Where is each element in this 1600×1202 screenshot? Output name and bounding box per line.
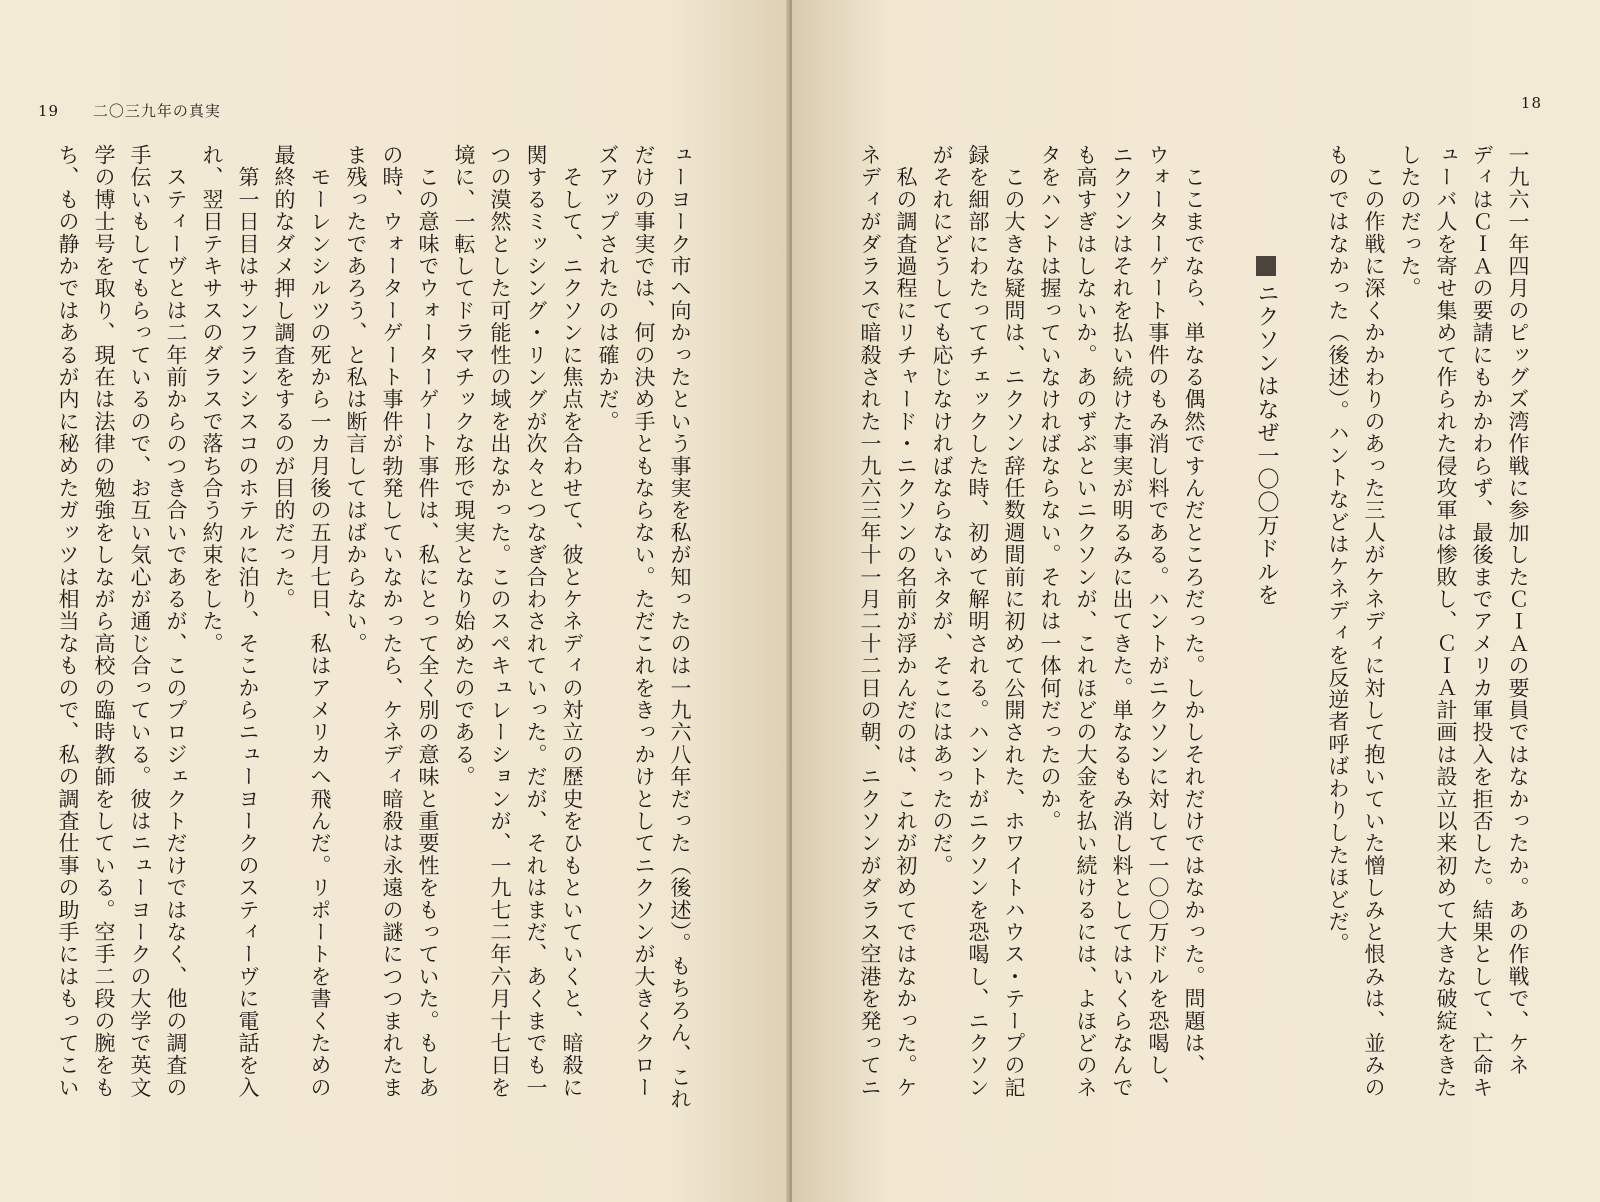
body-line: ューヨーク市へ向かったという事実を私が知ったのは一九六八年だった（後述）。もちろん、これ xyxy=(668,144,692,1111)
body-line: タをハントは握っていなければならない。それは一体何だったのか。 xyxy=(1038,144,1062,833)
body-line: ま残ったであろう、と私は断言してはばからない。 xyxy=(344,144,368,655)
running-title: 二〇三九年の真実 xyxy=(92,102,221,120)
body-line: 関するミッシング・リングが次々とつなぎ合わされていった。だが、それはまだ、あくまでも一 xyxy=(524,144,548,1099)
body-line: ものではなかった（後述）。ハントなどはケネディを反逆者呼ばわりしたほどだ。 xyxy=(1326,144,1350,955)
body-line: れ、翌日テキサスのダラスで落ち合う約束をした。 xyxy=(200,144,224,655)
body-line: ウォーターゲート事件のもみ消し料である。ハントがニクソンに対して一〇〇万ドルを恐喝し、 xyxy=(1146,144,1170,1099)
body-line: この作戦に深くかかわりのあった三人がケネディに対して抱いていた憎しみと恨みは、並みの xyxy=(1362,144,1386,1099)
body-line: も高すぎはしないか。あのずぶといニクソンが、これほどの大金を払い続けるには、よほどのネ xyxy=(1074,144,1098,1099)
right-page-body xyxy=(852,144,1536,1174)
left-page-body xyxy=(50,144,698,1174)
left-page xyxy=(0,0,790,1202)
square-bullet-icon xyxy=(1256,256,1276,276)
body-line: 境に、一転してドラマチックな形で現実となり始めたのである。 xyxy=(452,144,476,788)
body-line: スティーヴとは二年前からのつき合いであるが、このプロジェクトだけではなく、他の調査の xyxy=(164,144,188,1099)
body-line: がそれにどうしても応じなければならないネタが、そこにはあったのだ。 xyxy=(930,144,954,877)
page-number-right: 18 xyxy=(1520,94,1542,112)
body-line: この大きな疑問は、ニクソン辞任数週間前に初めて公開された、ホワイトハウス・テープの記 xyxy=(1002,144,1026,1099)
body-line: 一九六一年四月のピッグズ湾作戦に参加したＣＩＡの要員ではなかったか。あの作戦で、ケネ xyxy=(1506,144,1530,1077)
body-line: この意味でウォーターゲート事件は、私にとって全く別の意味と重要性をもっていた。もしあ xyxy=(416,144,440,1099)
body-line: ここまでなら、単なる偶然ですんだところだった。しかしそれだけではなかった。問題は、 xyxy=(1182,144,1206,1077)
heading-spacer xyxy=(1284,144,1320,1174)
body-line: 最終的なダメ押し調査をするのが目的だった。 xyxy=(272,144,296,611)
left-page-header xyxy=(38,102,221,120)
body-line: 手伝いもしてもらっているので、お互い気心が通じ合っている。彼はニューヨークの大学で英文 xyxy=(128,144,152,1099)
body-line: そして、ニクソンに焦点を合わせて、彼とケネディの対立の歴史をひもといていくと、暗殺に xyxy=(560,144,584,1099)
body-line: の時、ウォーターゲート事件が勃発していなかったら、ケネディ暗殺は永遠の謎につつまれたま xyxy=(380,144,404,1099)
body-line: 録を細部にわたってチェックした時、初めて解明される。ハントがニクソンを恐喝し、ニクソン xyxy=(966,144,990,1099)
body-line: ニクソンはそれを払い続けた事実が明るみに出てきた。単なるもみ消し料としてはいくらなんで xyxy=(1110,144,1134,1099)
body-line: ズアップされたのは確かだ。 xyxy=(596,144,620,433)
heading-spacer xyxy=(1212,144,1248,1174)
body-line: したのだった。 xyxy=(1398,144,1422,300)
body-line: 学の博士号を取り、現在は法律の勉強をしながら高校の臨時教師をしている。空手二段の腕をも xyxy=(92,144,116,1099)
body-line: つの漠然とした可能性の域を出なかった。このスペキュレーションが、一九七二年六月十七日を xyxy=(488,144,512,1099)
body-line: ち、もの静かではあるが内に秘めたガッツは相当なもので、私の調査仕事の助手にはもってこい xyxy=(56,144,80,1099)
page-number-left: 19 xyxy=(38,102,60,120)
body-line: 第一日目はサンフランシスコのホテルに泊り、そこからニューヨークのスティーヴに電話を入 xyxy=(236,144,260,1099)
right-page xyxy=(792,0,1600,1202)
section-heading xyxy=(1248,144,1284,1174)
body-line: ューバ人を寄せ集めて作られた侵攻軍は惨敗し、ＣＩＡ計画は設立以来初めて大きな破綻をきた xyxy=(1434,144,1458,1099)
body-line: だけの事実では、何の決め手ともならない。ただこれをきっかけとしてニクソンが大きくクロー xyxy=(632,144,656,1099)
body-line: ディはＣＩＡの要請にもかかわらず、最後までアメリカ軍投入を拒否した。結果として、亡命キ xyxy=(1470,144,1494,1099)
body-line: 私の調査過程にリチャード・ニクソンの名前が浮かんだのは、これが初めてではなかった。ケ xyxy=(894,144,918,1099)
body-line: ネディがダラスで暗殺された一九六三年十一月二十二日の朝、ニクソンがダラス空港を発ってニ xyxy=(858,144,882,1099)
body-line: モーレンシルツの死から一カ月後の五月七日、私はアメリカへ飛んだ。リポートを書くための xyxy=(308,144,332,1099)
right-page-header xyxy=(1521,94,1542,112)
section-heading-text: ニクソンはなぜ一〇〇万ドルを xyxy=(1254,282,1279,607)
